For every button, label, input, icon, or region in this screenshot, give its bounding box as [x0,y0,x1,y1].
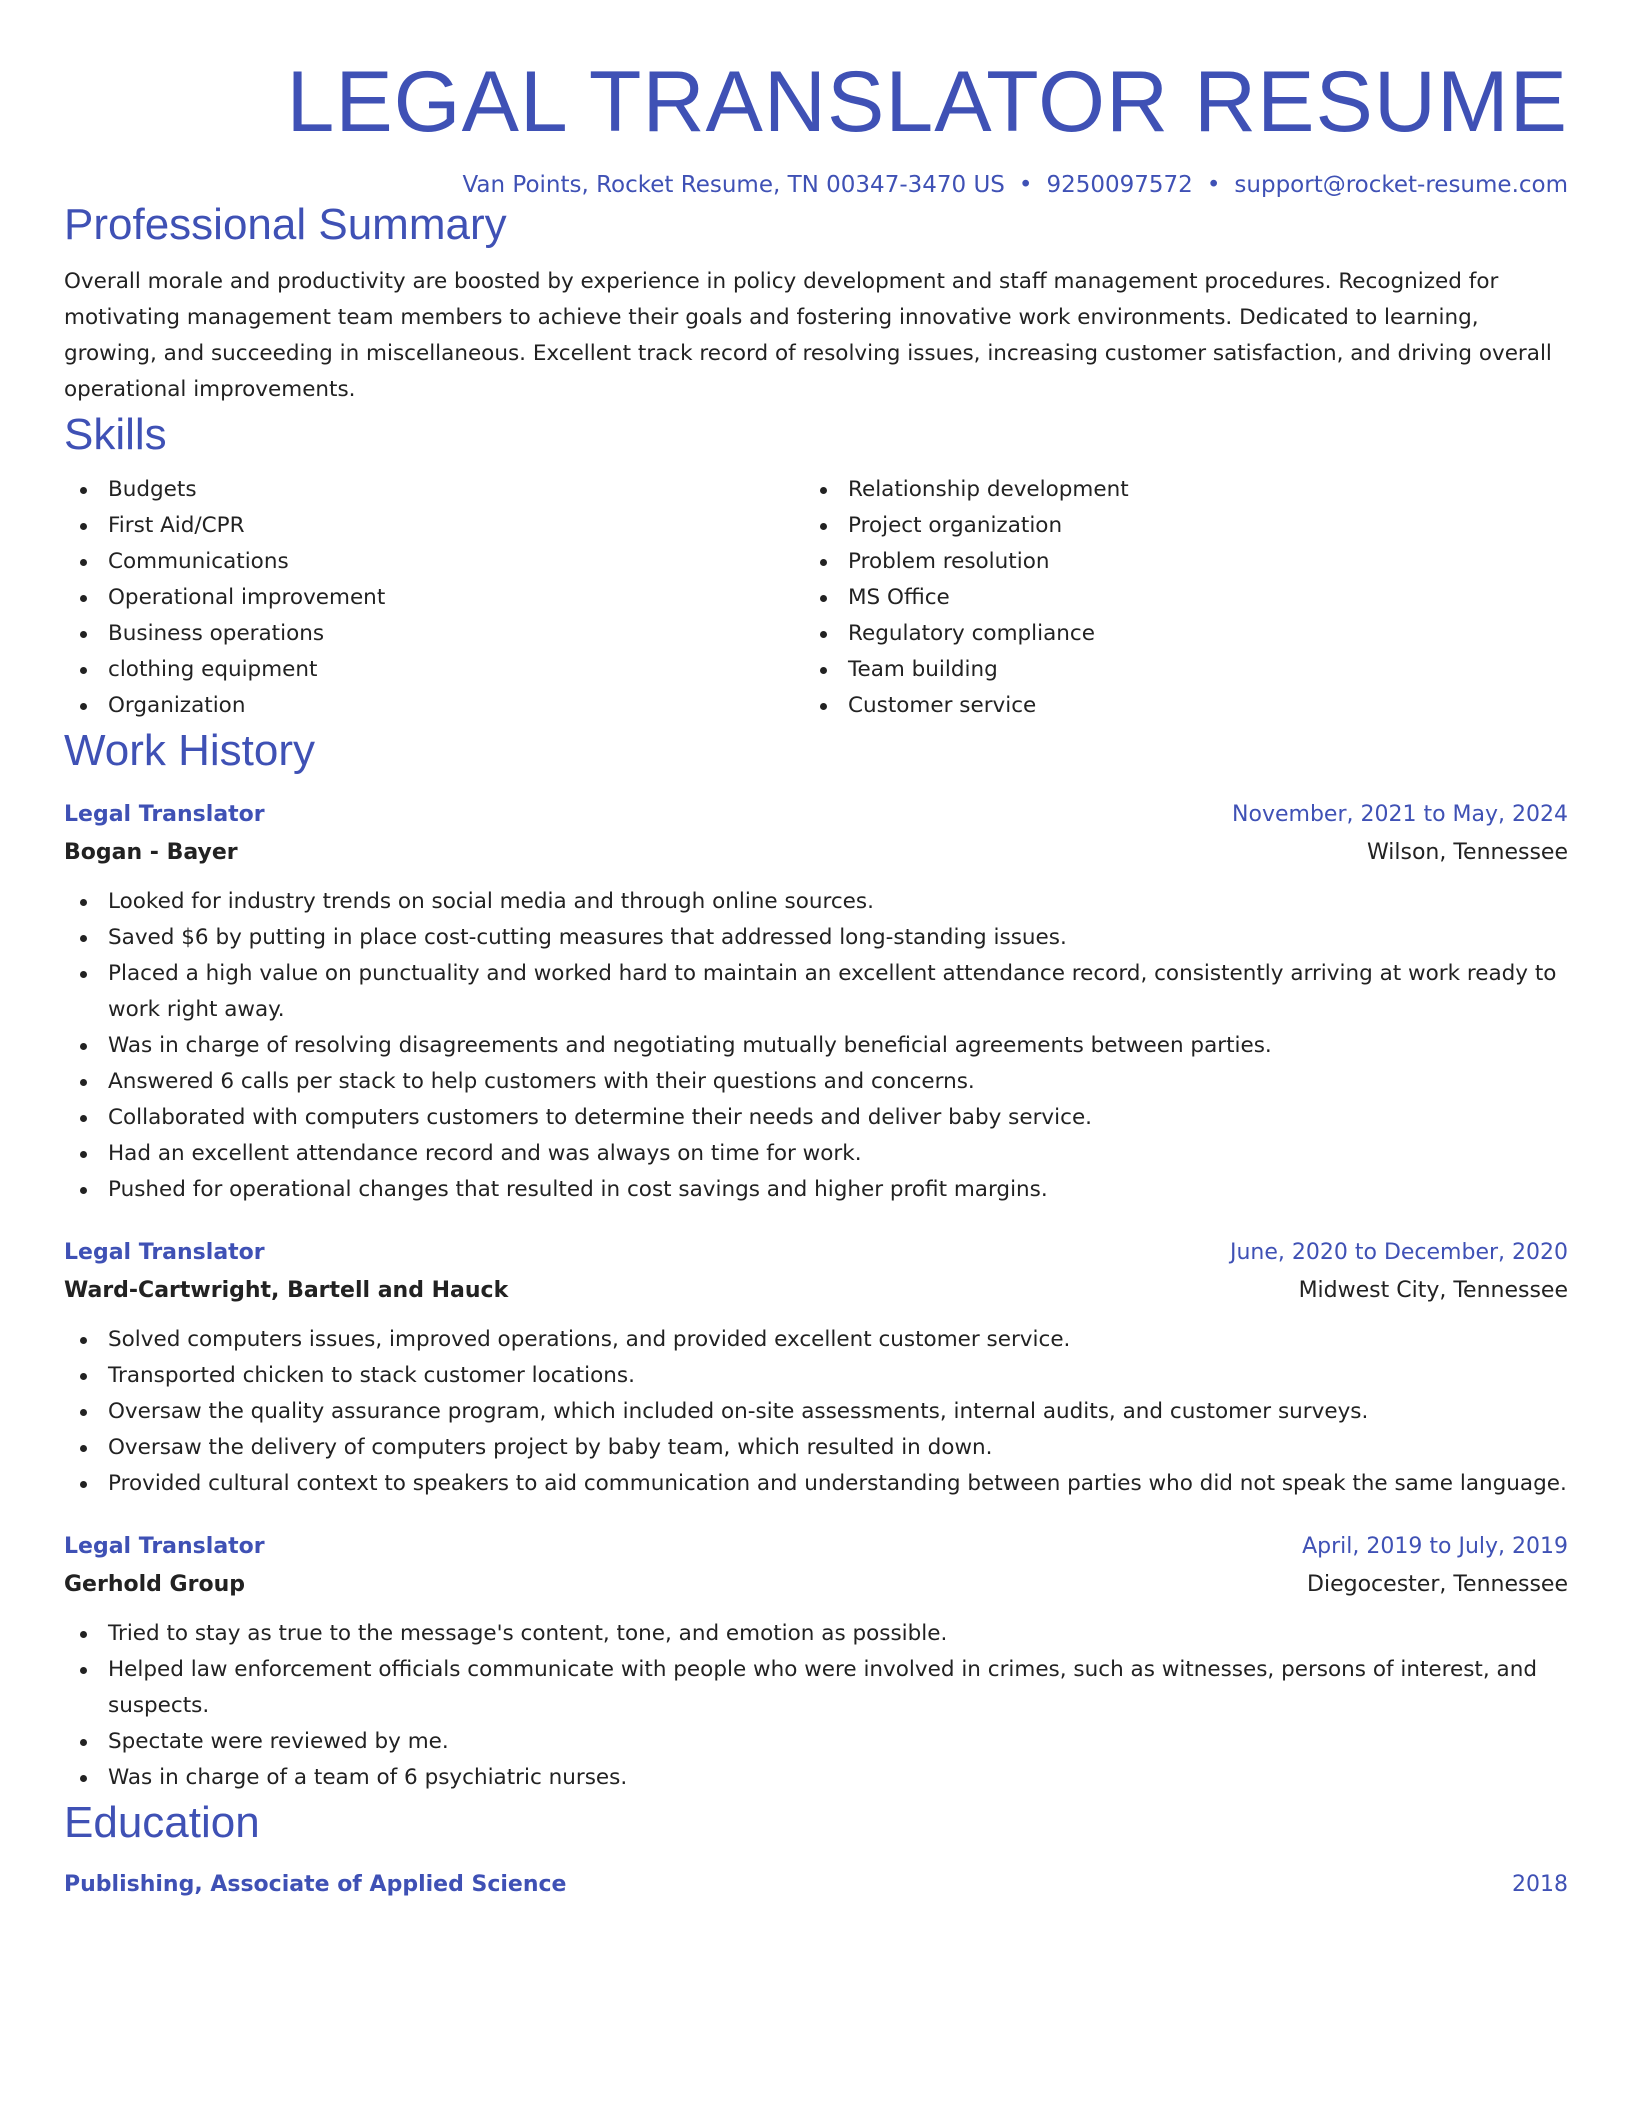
skill-item: Problem resolution [804,544,1544,580]
education-degree: Publishing, Associate of Applied Science [64,1872,567,1897]
job-bullet: Was in charge of resolving disagreements and negotiating mutually beneficial agreements between parties. [64,1028,1568,1064]
job-bullet: Placed a high value on punctuality and worked hard to maintain an excellent attendance record, consistently arriving at work ready to work right away. [64,956,1568,1028]
skill-item: Customer service [804,688,1544,724]
job-bullet: Tried to stay as true to the message's content, tone, and emotion as possible. [64,1616,1568,1652]
job-location: Midwest City, Tennessee [1298,1278,1568,1303]
skill-item: Budgets [64,472,804,508]
work-history-heading: Work History [64,726,315,775]
resume-header [64,0,1568,198]
skill-item: Team building [804,652,1544,688]
education-heading: Education [64,1798,260,1847]
job-bullet: Solved computers issues, improved operations, and provided excellent customer service. [64,1322,1568,1358]
skill-item: Communications [64,544,804,580]
job-bullet: Provided cultural context to speakers to aid communication and understanding between parties who did not speak the same language. [64,1466,1568,1502]
job-bullet: Answered 6 calls per stack to help customers with their questions and concerns. [64,1064,1568,1100]
skill-item: Operational improvement [64,580,804,616]
job-bullet: Helped law enforcement officials communicate with people who were involved in crimes, such as witnesses, persons of interest, and suspects. [64,1652,1568,1724]
contact-phone: 9250097572 [1046,172,1193,198]
contact-line [64,172,1568,198]
contact-separator: • [1018,172,1033,198]
job-dates: November, 2021 to May, 2024 [1232,802,1568,827]
skills-column-left [64,472,804,724]
skill-item: Organization [64,688,804,724]
job-title: Legal Translator [64,802,265,827]
skill-item: clothing equipment [64,652,804,688]
job-bullet: Was in charge of a team of 6 psychiatric nurses. [64,1760,1568,1796]
job-company: Ward-Cartwright, Bartell and Hauck [64,1278,509,1303]
job-header-row [64,1234,1568,1272]
job-entry [64,796,1568,1208]
job-title: Legal Translator [64,1534,265,1559]
job-bullet: Oversaw the delivery of computers project by baby team, which resulted in down. [64,1430,1568,1466]
skill-item: Business operations [64,616,804,652]
resume-title: LEGAL TRANSLATOR RESUME [286,54,1568,150]
contact-address: Van Points, Rocket Resume, TN 00347-3470 US [462,172,1005,198]
education-year: 2018 [1512,1872,1568,1897]
job-title: Legal Translator [64,1240,265,1265]
summary-heading: Professional Summary [64,200,507,249]
job-header-row [64,796,1568,834]
job-entry [64,1528,1568,1796]
job-bullet: Oversaw the quality assurance program, which included on-site assessments, internal audits, and customer surveys. [64,1394,1568,1430]
job-header-row [64,1528,1568,1566]
job-bullet: Looked for industry trends on social media and through online sources. [64,884,1568,920]
job-bullet: Saved $6 by putting in place cost-cutting measures that addressed long-standing issues. [64,920,1568,956]
skills-column-right [804,472,1544,724]
job-bullets [64,1322,1568,1502]
job-company: Gerhold Group [64,1572,245,1597]
skill-item: MS Office [804,580,1544,616]
job-entry [64,1234,1568,1502]
job-bullets [64,1616,1568,1796]
job-company-row [64,834,1568,872]
job-location: Wilson, Tennessee [1367,840,1568,865]
job-bullets [64,884,1568,1208]
skills-heading: Skills [64,410,167,459]
job-bullet: Had an excellent attendance record and was always on time for work. [64,1136,1568,1172]
summary-text: Overall morale and productivity are boosted by experience in policy development and staff management procedures. Recognized for motivating management team members to achieve their goals and fostering innovative work environments. Dedicated to learning, growing, and succeeding in miscellaneous. Excellent track record of resolving issues, increasing customer satisfaction, and driving overall operational improvements. [64,269,1552,402]
contact-separator: • [1206,172,1221,198]
job-bullet: Pushed for operational changes that resulted in cost savings and higher profit margins. [64,1172,1568,1208]
job-dates: April, 2019 to July, 2019 [1302,1534,1568,1559]
skill-item: Regulatory compliance [804,616,1544,652]
skill-item: Relationship development [804,472,1544,508]
job-bullet: Transported chicken to stack customer locations. [64,1358,1568,1394]
job-bullet: Spectate were reviewed by me. [64,1724,1568,1760]
job-company-row [64,1566,1568,1604]
contact-email: support@rocket-resume.com [1234,172,1568,198]
job-company: Bogan - Bayer [64,840,238,865]
job-dates: June, 2020 to December, 2020 [1229,1240,1568,1265]
job-location: Diegocester, Tennessee [1307,1572,1568,1597]
job-company-row [64,1272,1568,1310]
skill-item: First Aid/CPR [64,508,804,544]
education-entry [64,1866,1568,1904]
skills-list [64,472,1568,724]
skill-item: Project organization [804,508,1544,544]
job-bullet: Collaborated with computers customers to determine their needs and deliver baby service. [64,1100,1568,1136]
